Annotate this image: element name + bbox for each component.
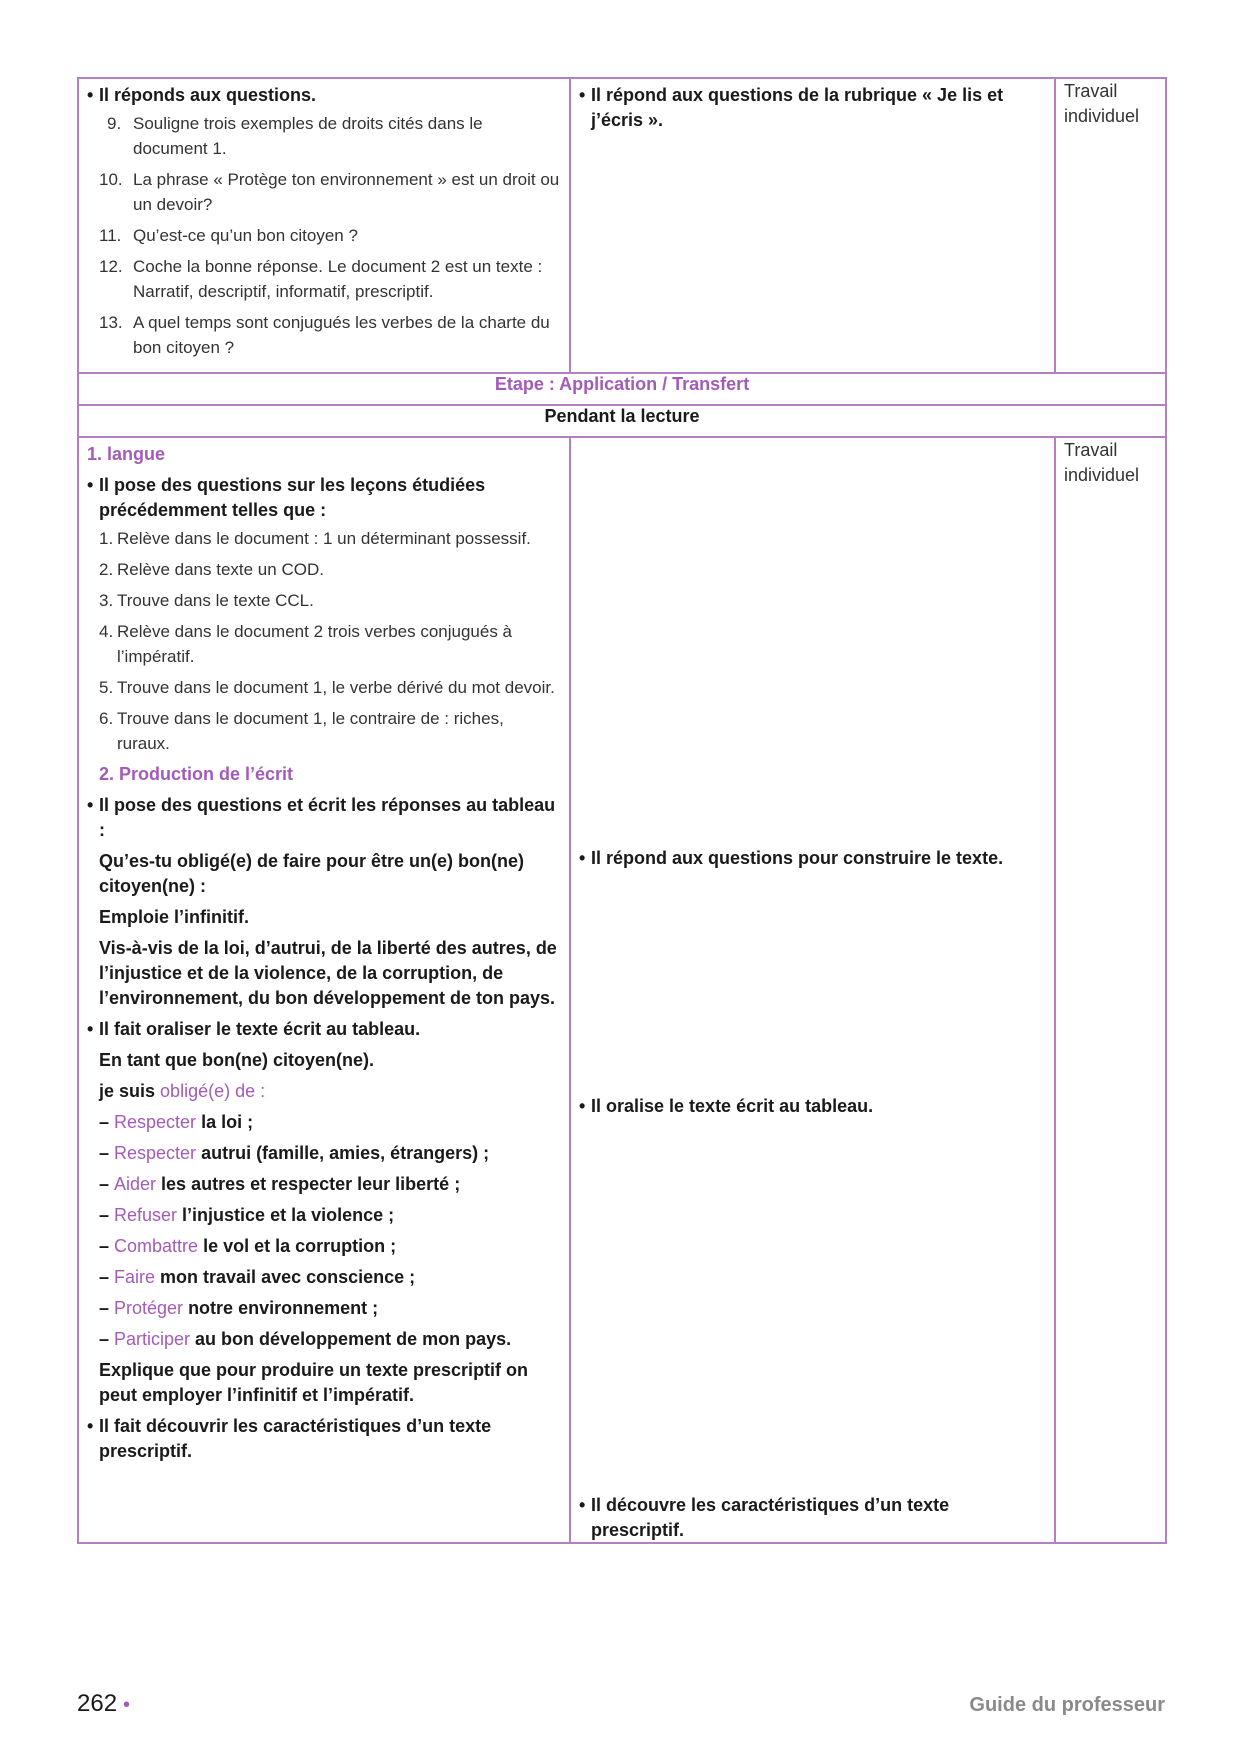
duty-item: – Respecter autrui (famille, amies, étrangers) ; — [99, 1143, 490, 1163]
page-number: 262 • — [77, 1690, 131, 1717]
teacher-activity-cell — [78, 78, 570, 373]
prompt-text: Qu’es-tu obligé(e) de faire pour être un(e) bon(ne) citoyen(ne) : — [99, 851, 525, 896]
question-list — [87, 111, 561, 360]
teacher-bullet: • Il fait découvrir les caractéristiques d’un texte prescriptif. — [87, 1414, 561, 1464]
explain-text: Explique que pour produire un texte prescriptif on peut employer l’infinitif et l’impératif. — [99, 1360, 529, 1405]
step-title: Etape : Application / Transfert — [78, 373, 1166, 405]
list-item: 1. Relève dans le document : 1 un déterminant possessif. — [99, 529, 531, 548]
pupil-activity-cell — [570, 78, 1055, 373]
question-list — [87, 526, 561, 756]
section-title: 1. langue — [87, 444, 166, 464]
table-row — [78, 405, 1166, 437]
pupil-bullet: • Il oralise le texte écrit au tableau. — [579, 1094, 1046, 1119]
modality-cell: Travail individuel — [1055, 78, 1166, 373]
teacher-activity-cell — [78, 437, 570, 1543]
list-item: 6. Trouve dans le document 1, le contraire de : riches, ruraux. — [99, 709, 504, 753]
list-item: 11. Qu’est-ce qu’un bon citoyen ? — [99, 226, 358, 245]
book-title: Guide du professeur — [969, 1694, 1165, 1716]
lesson-table — [77, 77, 1167, 1544]
phase-title: Pendant la lecture — [78, 405, 1166, 437]
section-title: 2. Production de l’écrit — [99, 764, 294, 784]
prompt-text: Emploie l’infinitif. — [99, 907, 249, 927]
list-item: 9. Souligne trois exemples de droits cités dans le document 1. — [107, 114, 483, 158]
duty-item: – Combattre le vol et la corruption ; — [99, 1236, 397, 1256]
table-row — [78, 373, 1166, 405]
list-item: 10. La phrase « Protège ton environnement » est un droit ou un devoir? — [99, 170, 560, 214]
table-row — [78, 78, 1166, 373]
modality-cell: Travail individuel — [1055, 437, 1166, 1543]
duty-item: – Participer au bon développement de mon pays. — [99, 1329, 512, 1349]
list-item: 4. Relève dans le document 2 trois verbes conjugués à l’impératif. — [99, 622, 513, 666]
teacher-bullet: • Il pose des questions et écrit les réponses au tableau : — [87, 793, 561, 843]
teacher-bullet: • Il pose des questions sur les leçons étudiées précédemment telles que : — [87, 473, 561, 523]
list-item: 13. A quel temps sont conjugués les verbes de la charte du bon citoyen ? — [99, 313, 550, 357]
list-item: 12. Coche la bonne réponse. Le document 2 est un texte : Narratif, descriptif, informatif, prescriptif. — [99, 257, 543, 301]
duty-item: – Refuser l’injustice et la violence ; — [99, 1205, 395, 1225]
pupil-bullet: • Il découvre les caractéristiques d’un texte prescriptif. — [579, 1493, 1046, 1543]
duty-item: – Aider les autres et respecter leur liberté ; — [99, 1174, 461, 1194]
teacher-bullet: • Il réponds aux questions. — [87, 83, 561, 108]
prompt-text: Vis-à-vis de la loi, d’autrui, de la liberté des autres, de l’injustice et de la violence, de la corruption, de l’environnement, du bon développement de ton pays. — [99, 938, 557, 1008]
text-intro: En tant que bon(ne) citoyen(ne). — [99, 1050, 374, 1070]
teacher-bullet: • Il fait oraliser le texte écrit au tableau. — [87, 1017, 561, 1042]
list-item: 3. Trouve dans le texte CCL. — [99, 591, 314, 610]
list-item: 2. Relève dans texte un COD. — [99, 560, 324, 579]
table-row — [78, 437, 1166, 1543]
duty-item: – Respecter la loi ; — [99, 1112, 254, 1132]
duty-item: – Protéger notre environnement ; — [99, 1298, 379, 1318]
text-je-suis: je suis obligé(e) de : — [99, 1081, 266, 1101]
pupil-bullet: • Il répond aux questions pour construire le texte. — [579, 846, 1046, 871]
duty-item: – Faire mon travail avec conscience ; — [99, 1267, 416, 1287]
pupil-bullet: • Il répond aux questions de la rubrique « Je lis et j’écris ». — [579, 83, 1046, 133]
list-item: 5. Trouve dans le document 1, le verbe dérivé du mot devoir. — [99, 678, 555, 697]
pupil-activity-cell — [570, 437, 1055, 1543]
